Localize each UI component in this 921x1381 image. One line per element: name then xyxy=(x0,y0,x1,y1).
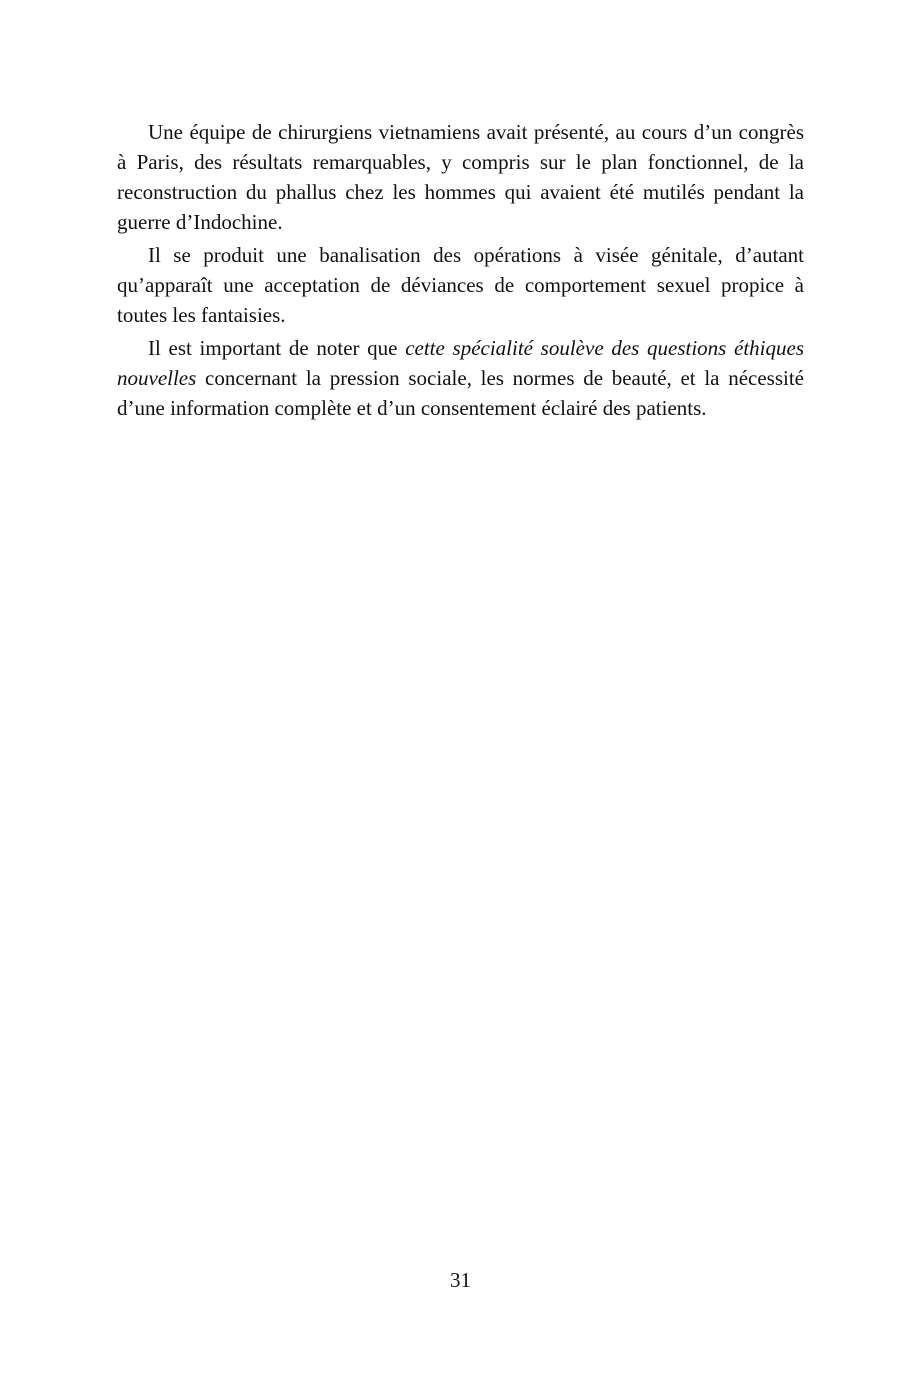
paragraph-3-tail: concernant la pression sociale, les normes de beauté, et la nécessité d’une information complète et d’un consentement éclairé des patients. xyxy=(117,366,804,420)
page-number: 31 xyxy=(450,1268,471,1292)
paragraph-3-lead: Il est important de noter que xyxy=(148,336,406,360)
paragraph-3 xyxy=(117,333,804,423)
paragraph-2: Il se produit une banalisation des opérations à visée génitale, d’autant qu’apparaît une acceptation de déviances de comportement sexuel propice à toutes les fantaisies. xyxy=(117,243,804,327)
paragraph-3-emphasis: cette spécialité soulève des questions éthiques nouvelles xyxy=(117,336,804,390)
paragraph-1: Une équipe de chirurgiens vietnamiens avait présenté, au cours d’un congrès à Paris, des résultats remarquables, y compris sur le plan fonctionnel, de la reconstruction du phallus chez les hommes qui avaient été mutilés pendant la guerre d’Indochine. xyxy=(117,120,804,234)
body-text xyxy=(117,117,804,426)
